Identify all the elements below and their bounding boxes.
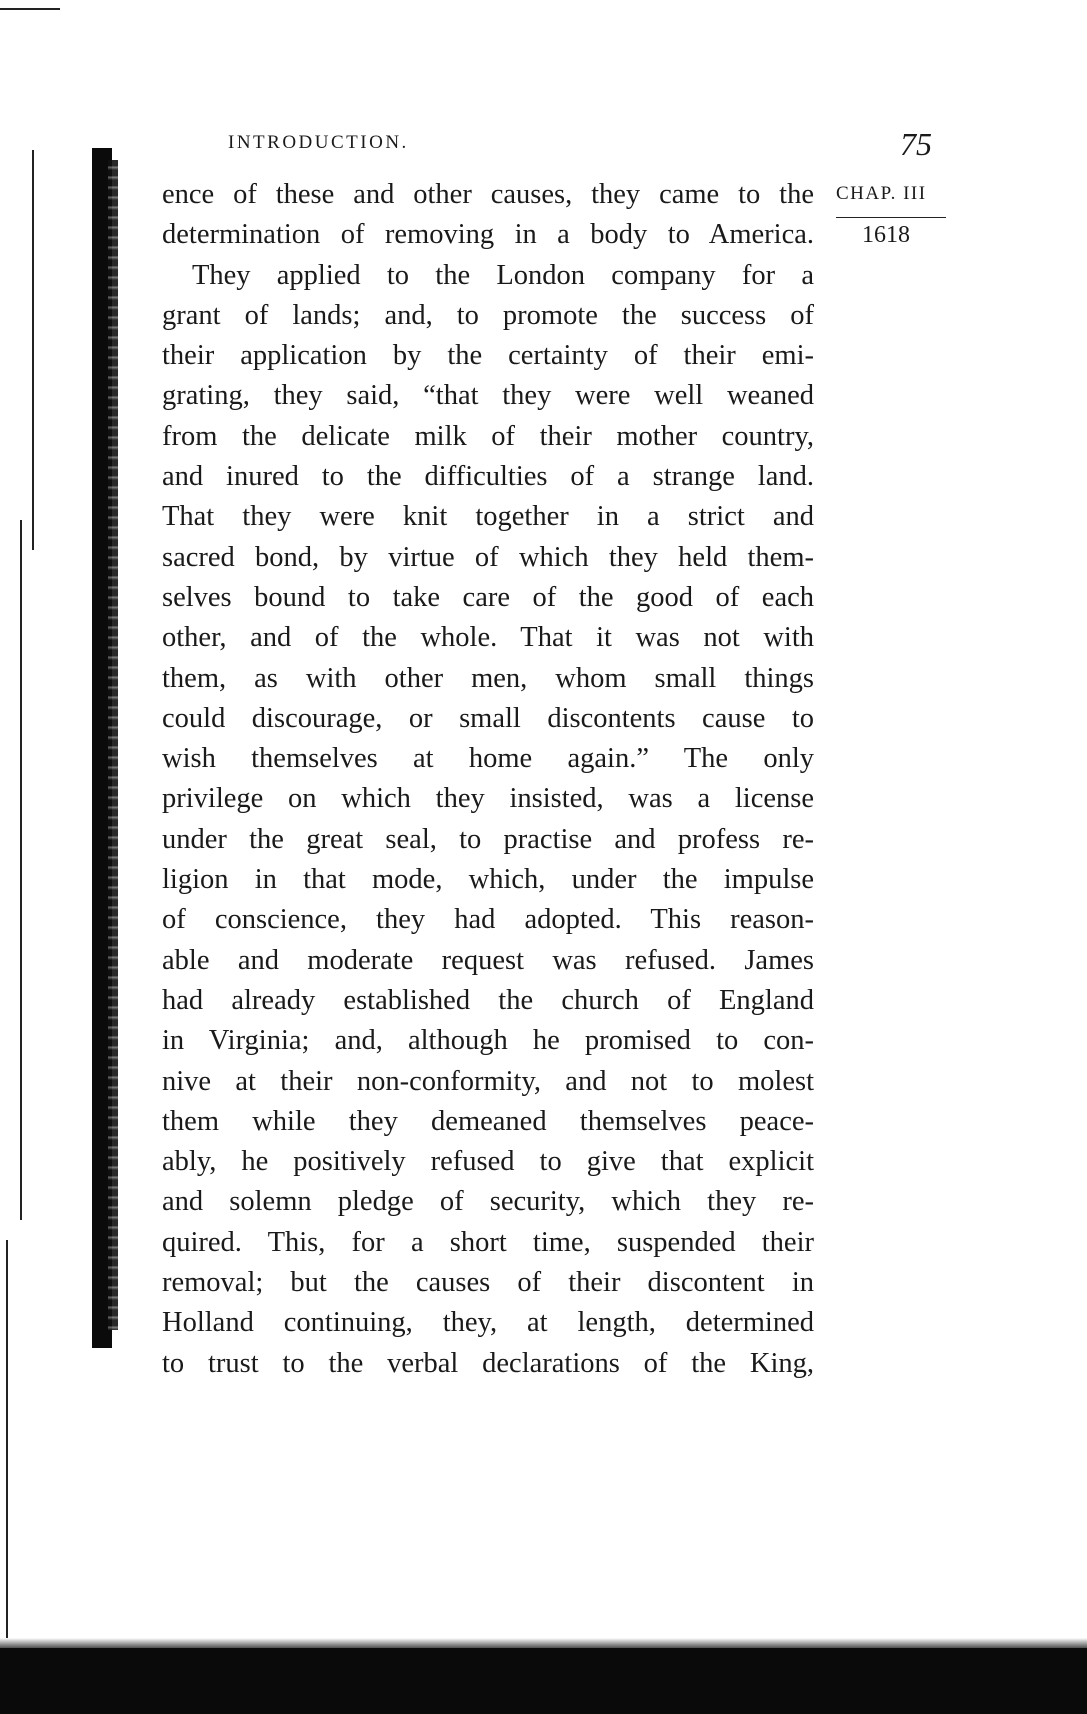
text-line: in Virginia; and, although he promised to con- [162, 1025, 814, 1057]
text-line: of conscience, they had adopted. This reason- [162, 904, 814, 936]
text-line: able and moderate request was refused. James [162, 944, 814, 976]
scan-bottom-shadow [0, 1648, 1087, 1714]
margin-chapter-label: CHAP. III [836, 183, 927, 204]
text-line: Holland continuing, they, at length, determined [162, 1307, 814, 1339]
scan-left-edge-line [6, 1240, 8, 1640]
scan-gutter-edge [108, 160, 118, 1330]
text-line: That they were knit together in a strict and [162, 501, 814, 533]
margin-year: 1618 [862, 222, 910, 248]
text-line: They applied to the London company for a [192, 259, 814, 291]
text-line: sacred bond, by virtue of which they held them- [162, 541, 814, 573]
body-text [162, 175, 814, 1384]
text-line: from the delicate milk of their mother country, [162, 420, 814, 452]
page-number: 75 [900, 126, 932, 162]
text-line: selves bound to take care of the good of each [162, 581, 814, 613]
text-line: and solemn pledge of security, which they re- [162, 1186, 814, 1218]
scan-top-mark [0, 8, 60, 10]
text-line: to trust to the verbal declarations of the King, [162, 1347, 814, 1379]
text-line: quired. This, for a short time, suspended their [162, 1226, 814, 1258]
text-line: wish themselves at home again.” The only [162, 743, 814, 775]
text-line: ligion in that mode, which, under the impulse [162, 864, 814, 896]
text-line: removal; but the causes of their discontent in [162, 1267, 814, 1299]
text-line: determination of removing in a body to America. [162, 219, 814, 251]
text-line: privilege on which they insisted, was a license [162, 783, 814, 815]
scan-left-edge-line [32, 150, 34, 550]
text-line: under the great seal, to practise and profess re- [162, 823, 814, 855]
margin-rule [836, 217, 946, 218]
text-line: ence of these and other causes, they came to the [162, 179, 814, 210]
scan-left-edge-line [20, 520, 22, 1220]
text-line: and inured to the difficulties of a strange land. [162, 461, 814, 493]
text-line: nive at their non-conformity, and not to molest [162, 1065, 814, 1097]
text-line: grating, they said, “that they were well weaned [162, 380, 814, 412]
text-line: had already established the church of England [162, 984, 814, 1016]
text-line: them, as with other men, whom small things [162, 662, 814, 694]
text-line: other, and of the whole. That it was not with [162, 622, 814, 654]
text-line: their application by the certainty of their emi- [162, 340, 814, 372]
text-line: could discourage, or small discontents cause to [162, 702, 814, 734]
text-line: ably, he positively refused to give that explicit [162, 1146, 814, 1178]
running-head: INTRODUCTION. [228, 132, 409, 153]
text-line: them while they demeaned themselves peace- [162, 1105, 814, 1137]
text-line: grant of lands; and, to promote the success of [162, 299, 814, 331]
